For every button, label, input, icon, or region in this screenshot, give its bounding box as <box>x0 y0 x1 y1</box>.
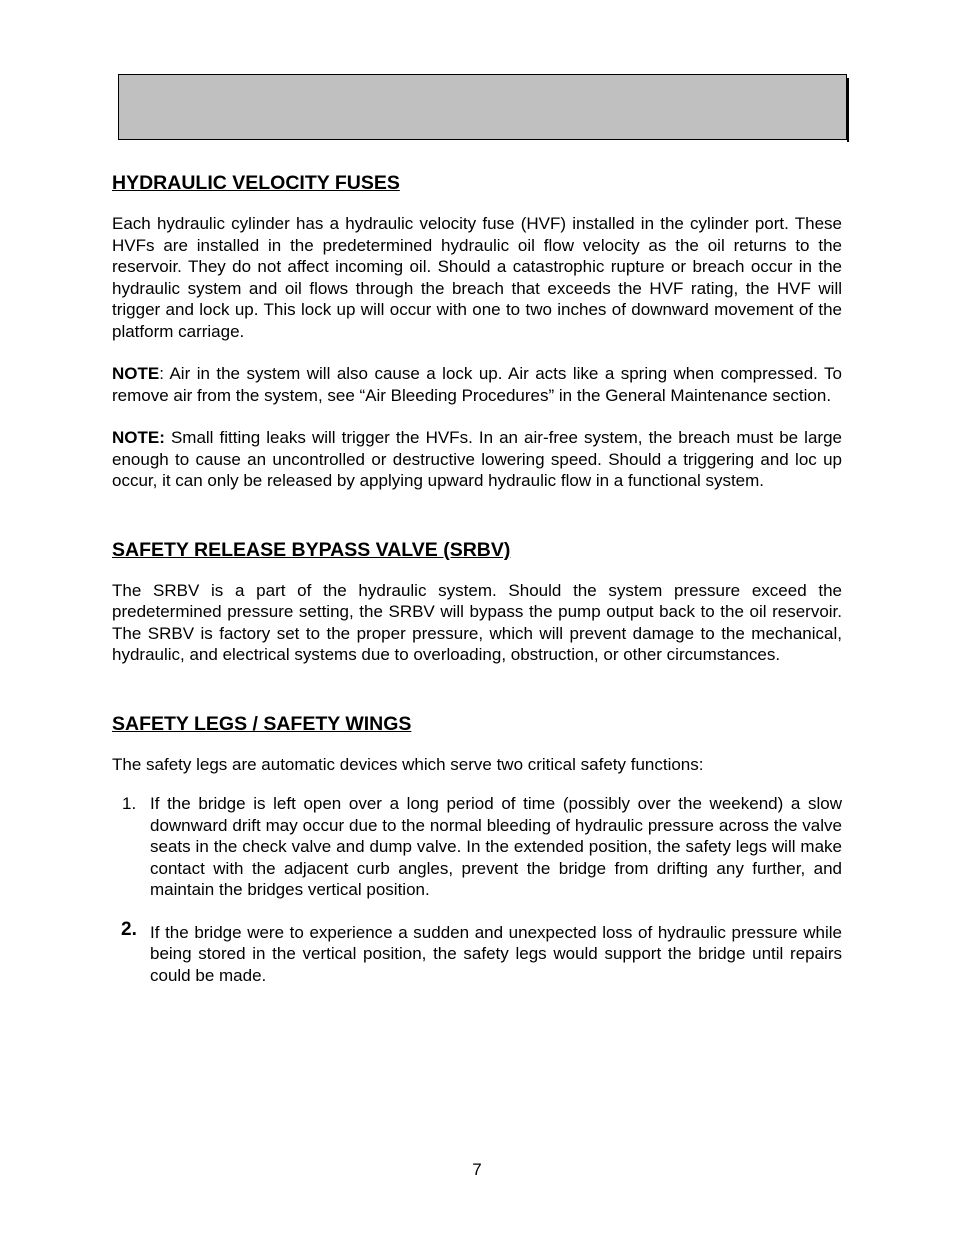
list-item-text: If the bridge were to experience a sudden and unexpected loss of hydraulic pressure while being stored in the vertical position, the safety legs would support the bridge until repairs could be made. <box>150 922 842 985</box>
note-text: : Air in the system will also cause a lock up. Air acts like a spring when compressed. To remove air from the system, see “Air Bleeding Procedures” in the General Maintenance section. <box>112 364 842 405</box>
note-fitting-leaks <box>112 427 842 492</box>
paragraph-safety-legs-intro: The safety legs are automatic devices which serve two critical safety functions: <box>112 754 704 774</box>
section-heading-hvf: HYDRAULIC VELOCITY FUSES <box>112 172 400 194</box>
page-number: 7 <box>472 1160 482 1179</box>
note-air-in-system <box>112 363 842 406</box>
list-item-text: If the bridge is left open over a long period of time (possibly over the weekend) a slow downward drift may occur due to the normal bleeding of hydraulic pressure across the valve seats in the check valve and dump valve. In the extended position, the safety legs will make contact with the adjacent curb angles, prevent the bridge from drifting any further, and maintain the bridges vertical position. <box>150 794 842 899</box>
list-item <box>112 793 842 901</box>
safety-functions-list <box>112 793 842 986</box>
paragraph-srbv-description: The SRBV is a part of the hydraulic system. Should the system pressure exceed the predetermined pressure setting, the SRBV will bypass the pump output back to the oil reservoir. The SRBV is factory set to the proper pressure, which will prevent damage to the mechanical, hydraulic, and electrical systems due to overloading, obstruction, or other circumstances. <box>112 580 842 664</box>
note-text: Small fitting leaks will trigger the HVFs. In an air-free system, the breach must be large enough to cause an uncontrolled or destructive lowering speed. Should a triggering and loc up occur, it can only be released by applying upward hydraulic flow in a functional system. <box>112 428 842 490</box>
page-body <box>112 170 842 986</box>
list-number: 1. <box>122 794 137 813</box>
section-heading-safety-legs: SAFETY LEGS / SAFETY WINGS <box>112 712 412 735</box>
section-heading-srbv: SAFETY RELEASE BYPASS VALVE (SRBV) <box>112 538 511 561</box>
list-number: 2. <box>121 918 137 940</box>
note-label: NOTE <box>112 364 160 383</box>
paragraph-hvf-description: Each hydraulic cylinder has a hydraulic velocity fuse (HVF) installed in the cylinder port. These HVFs are installed in the predetermined hydraulic oil flow velocity as the oil returns to the reservoir. They do not affect incoming oil. Should a catastrophic rupture or breach occur in the hydraulic system and oil flows through the breach that exceeds the HVF rating, the HVF will trigger and lock up. This lock up will occur with one to two inches of downward movement of the platform carriage. <box>112 214 842 341</box>
list-item <box>112 918 842 987</box>
header-banner <box>118 74 847 140</box>
note-label: NOTE: <box>112 428 165 447</box>
